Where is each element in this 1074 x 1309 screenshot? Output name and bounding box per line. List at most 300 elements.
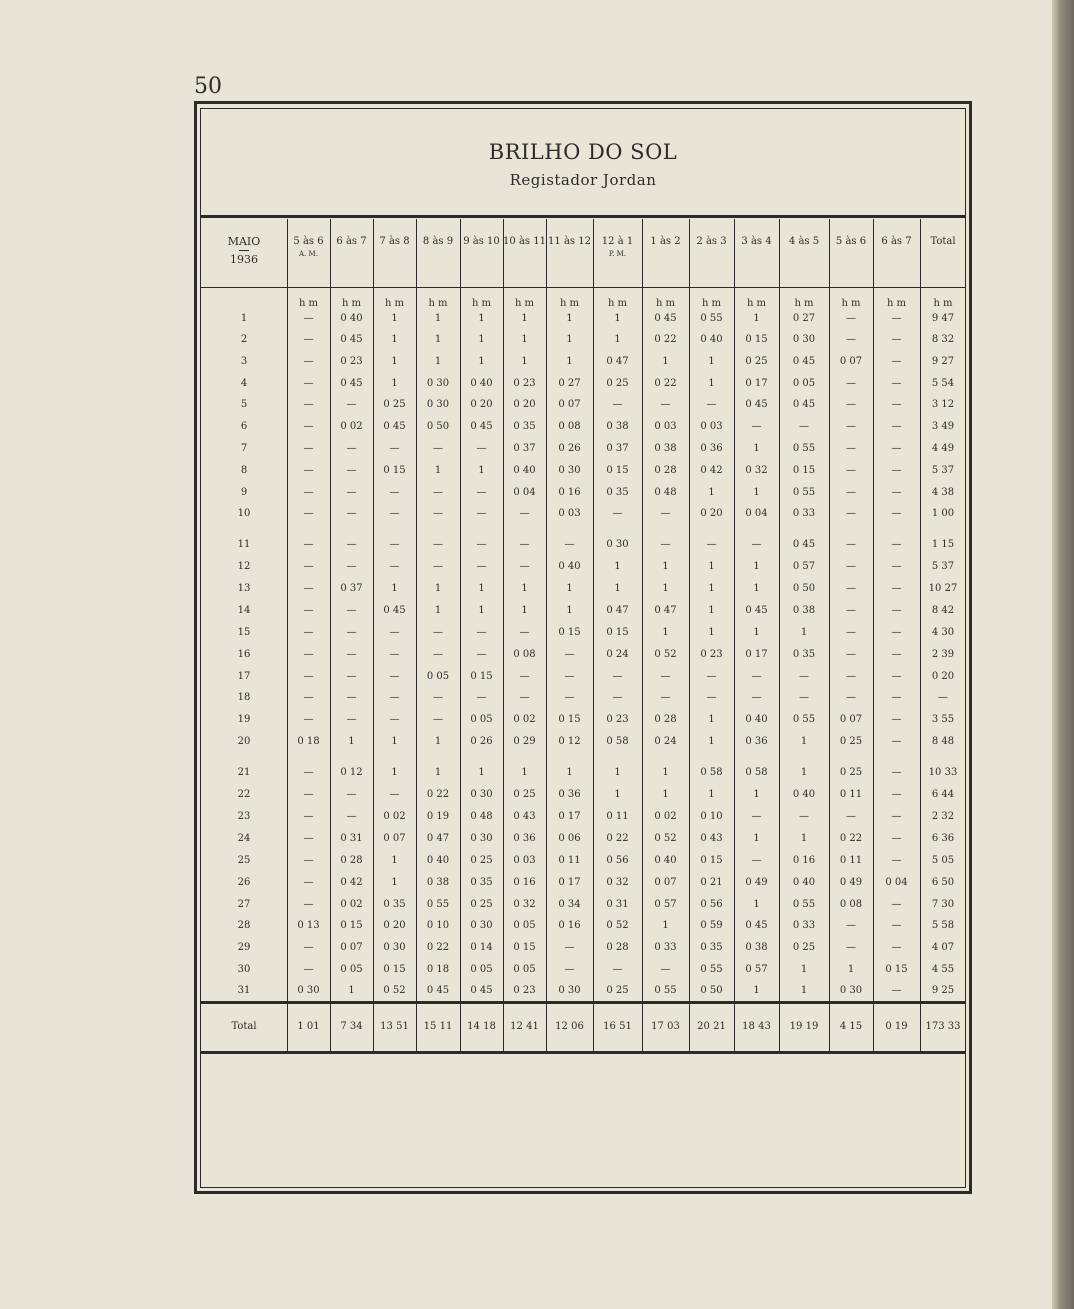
table-cell: — [846, 561, 856, 572]
total-cell: 0 19 [885, 1021, 908, 1032]
table-cell: — [891, 399, 902, 410]
table-cell: 1 [434, 605, 442, 616]
table-cell: 8 42 [931, 605, 955, 616]
column-header [330, 236, 373, 248]
table-cell: 1 [434, 736, 442, 747]
table-cell: — [706, 399, 717, 410]
table-cell: — [751, 855, 762, 866]
table-cell: 0 25 [513, 789, 536, 800]
table-cell: 0 30 [470, 789, 493, 800]
table-cell: 1 00 [931, 508, 955, 519]
table-cell: 0 30 [558, 985, 581, 996]
table-cell: 0 45 [383, 421, 406, 432]
column-header-label: 8 às 9 [422, 236, 454, 247]
table-cell: — [891, 508, 902, 519]
table-cell: 1 [800, 736, 808, 747]
table-cell: 0 35 [606, 487, 629, 498]
table-cell: — [846, 605, 856, 616]
day-label: 18 [237, 692, 251, 703]
table-cell: — [846, 399, 856, 410]
table-cell: 0 11 [606, 811, 629, 822]
table-cell: 4 30 [931, 627, 955, 638]
table-cell: 0 55 [792, 443, 816, 454]
table-cell: 0 26 [558, 443, 581, 454]
table-cell: — [846, 334, 856, 345]
table-cell: 0 18 [426, 964, 450, 975]
table-cell: 0 33 [792, 920, 816, 931]
table-cell: 0 20 [700, 508, 723, 519]
table-cell: 9 25 [931, 985, 955, 996]
table-cell: — [433, 443, 443, 454]
table-cell: 0 52 [654, 649, 677, 660]
table-cell: 0 35 [513, 421, 536, 432]
table-cell: 0 47 [606, 356, 629, 367]
table-cell: 0 05 [513, 920, 536, 931]
table-cell: 0 15 [606, 465, 629, 476]
table-cell: — [303, 356, 314, 367]
table-cell: 1 [391, 313, 398, 324]
table-cell: 0 45 [340, 334, 363, 345]
table-cell: — [519, 561, 530, 572]
table-cell: 1 [753, 627, 760, 638]
column-header-label: 3 às 4 [741, 236, 772, 247]
day-label: 24 [237, 833, 251, 844]
day-label: 7 [240, 443, 248, 454]
table-cell: 0 30 [426, 399, 450, 410]
table-cell: — [433, 508, 443, 519]
table-cell: — [303, 487, 314, 498]
table-subtitle: Registador Jordan [509, 171, 657, 189]
table-cell: — [891, 811, 902, 822]
month-label: MAIO [227, 235, 261, 248]
table-cell: — [706, 671, 717, 682]
table-cell: 0 02 [340, 421, 363, 432]
table-cell: — [433, 692, 443, 703]
table-cell: 0 04 [513, 487, 536, 498]
table-cell: 0 04 [745, 508, 768, 519]
table-cell: 0 32 [745, 465, 768, 476]
table-cell: 1 [521, 767, 528, 778]
table-cell: — [303, 767, 314, 778]
table-cell: — [799, 671, 809, 682]
units-label: h m [607, 298, 628, 309]
table-cell: 1 [566, 767, 573, 778]
table-cell: — [303, 942, 314, 953]
month-year-header [212, 235, 276, 267]
table-cell: 6 36 [931, 833, 955, 844]
table-cell: 0 16 [558, 920, 581, 931]
day-label: 4 [240, 378, 248, 389]
table-cell: 0 45 [470, 421, 493, 432]
table-cell: 1 [753, 561, 760, 572]
table-cell: — [303, 627, 314, 638]
table-cell: 0 03 [558, 508, 581, 519]
table-cell: 1 [662, 627, 669, 638]
table-cell: 1 [662, 356, 669, 367]
table-cell: 1 [800, 985, 808, 996]
table-cell: — [891, 985, 902, 996]
table-cell: 1 [391, 356, 398, 367]
table-cell: 0 37 [606, 443, 629, 454]
table-cell: 0 32 [606, 877, 629, 888]
table-cell: — [846, 942, 856, 953]
table-cell: — [303, 964, 314, 975]
units-label: h m [559, 298, 580, 309]
table-cell: — [389, 649, 400, 660]
table-cell: — [612, 692, 623, 703]
table-cell: 1 [708, 378, 715, 389]
day-label: 9 [240, 487, 248, 498]
table-cell: 5 37 [931, 465, 955, 476]
table-cell: — [612, 399, 623, 410]
page-number: 50 [194, 74, 222, 99]
table-cell: 0 40 [654, 855, 677, 866]
table-cell: — [346, 465, 357, 476]
units-label: h m [384, 298, 405, 309]
column-header [829, 236, 873, 248]
table-cell: — [891, 583, 902, 594]
table-cell: 0 56 [700, 899, 723, 910]
table-cell: 0 42 [700, 465, 723, 476]
table-cell: 0 25 [606, 985, 629, 996]
day-label: 13 [237, 583, 251, 594]
table-cell: — [303, 649, 314, 660]
table-cell: — [612, 964, 623, 975]
table-cell: 0 10 [700, 811, 723, 822]
column-header [920, 236, 966, 248]
table-cell: 0 07 [654, 877, 677, 888]
table-cell: 1 [434, 583, 442, 594]
table-cell: 3 49 [931, 421, 955, 432]
table-cell: 0 48 [470, 811, 493, 822]
table-cell: 0 45 [745, 399, 768, 410]
column-header [373, 236, 416, 248]
day-label: 27 [237, 899, 251, 910]
table-cell: 0 27 [792, 313, 816, 324]
total-cell: 1 01 [297, 1021, 320, 1032]
table-cell: — [346, 561, 357, 572]
table-cell: 0 48 [654, 487, 677, 498]
column-header-label: 10 às 11 [503, 236, 546, 247]
units-label: h m [886, 298, 907, 309]
table-cell: 4 55 [931, 964, 955, 975]
table-cell: — [303, 443, 314, 454]
table-cell: 0 45 [792, 356, 816, 367]
table-cell: 0 52 [383, 985, 406, 996]
table-cell: 1 [434, 313, 442, 324]
column-header [734, 236, 779, 248]
table-cell: — [346, 811, 357, 822]
table-cell: 1 [521, 313, 528, 324]
units-label: h m [794, 298, 814, 309]
units-label: h m [933, 298, 953, 309]
table-cell: — [660, 539, 671, 550]
column-header-sub: A. M. [299, 250, 318, 258]
day-label: 31 [237, 985, 251, 996]
table-cell: — [846, 583, 856, 594]
table-cell: 0 32 [513, 899, 536, 910]
table-cell: 1 [800, 833, 808, 844]
table-cell: 0 17 [558, 877, 581, 888]
table-cell: 0 15 [340, 920, 363, 931]
table-cell: 1 [391, 378, 398, 389]
table-cell: 0 07 [558, 399, 581, 410]
table-cell: 0 38 [745, 942, 768, 953]
table-cell: 0 07 [839, 356, 863, 367]
total-cell: 13 51 [380, 1021, 409, 1032]
table-cell: — [303, 334, 314, 345]
table-cell: — [846, 920, 856, 931]
table-cell: 0 28 [340, 855, 363, 866]
table-cell: 0 45 [426, 985, 450, 996]
header-bottom-rule [200, 287, 966, 288]
table-cell: 1 [614, 334, 621, 345]
table-cell: 0 15 [383, 465, 406, 476]
table-cell: 0 15 [745, 334, 768, 345]
table-cell: 0 25 [839, 736, 863, 747]
table-cell: 0 05 [340, 964, 363, 975]
table-cell: 0 19 [426, 811, 450, 822]
table-cell: 1 [753, 833, 760, 844]
table-cell: — [303, 855, 314, 866]
table-cell: — [303, 465, 314, 476]
table-cell: — [751, 811, 762, 822]
table-cell: 0 15 [885, 964, 908, 975]
table-cell: — [346, 714, 357, 725]
table-cell: 0 40 [792, 877, 816, 888]
table-cell: 1 [708, 789, 715, 800]
table-cell: — [660, 671, 671, 682]
table-cell: 5 58 [931, 920, 955, 931]
table-cell: 0 23 [340, 356, 363, 367]
table-cell: 0 30 [558, 465, 581, 476]
table-cell: 0 15 [558, 627, 581, 638]
table-cell: — [389, 627, 400, 638]
table-cell: 1 [753, 443, 760, 454]
table-cell: — [303, 811, 314, 822]
table-cell: 0 30 [792, 334, 816, 345]
table-cell: 0 47 [426, 833, 450, 844]
table-cell: 0 22 [654, 334, 677, 345]
day-label: 23 [237, 811, 251, 822]
table-cell: — [303, 692, 314, 703]
table-cell: — [346, 671, 357, 682]
table-cell: — [303, 671, 314, 682]
table-cell: 1 [391, 334, 398, 345]
table-cell: — [476, 692, 487, 703]
table-cell: — [476, 508, 487, 519]
day-label: 26 [237, 877, 251, 888]
table-cell: — [389, 671, 400, 682]
table-cell: 1 [478, 767, 485, 778]
table-cell: 0 02 [654, 811, 677, 822]
table-cell: 1 [708, 605, 715, 616]
totals-row-label: Total [231, 1021, 257, 1032]
table-title: BRILHO DO SOL [488, 140, 678, 164]
table-cell: — [519, 508, 530, 519]
column-header-label: 6 às 7 [336, 236, 367, 247]
table-cell: — [564, 671, 575, 682]
table-cell: 6 44 [931, 789, 955, 800]
table-cell: 0 23 [513, 378, 536, 389]
table-cell: 0 38 [792, 605, 816, 616]
table-cell: 0 14 [470, 942, 493, 953]
table-cell: — [799, 811, 809, 822]
table-cell: 0 52 [606, 920, 629, 931]
table-cell: 8 32 [931, 334, 955, 345]
table-cell: — [751, 671, 762, 682]
table-cell: 0 20 [931, 671, 955, 682]
table-cell: — [891, 671, 902, 682]
table-cell: 1 [708, 627, 715, 638]
table-cell: 1 [566, 334, 573, 345]
table-cell: — [303, 421, 314, 432]
table-cell: — [891, 789, 902, 800]
table-cell: — [751, 421, 762, 432]
table-cell: 0 18 [297, 736, 320, 747]
table-cell: 0 40 [340, 313, 363, 324]
total-cell: 17 03 [651, 1021, 680, 1032]
table-cell: 0 40 [700, 334, 723, 345]
table-cell: 4 49 [931, 443, 955, 454]
table-cell: 1 [753, 789, 760, 800]
table-cell: — [303, 605, 314, 616]
table-cell: 0 40 [513, 465, 536, 476]
table-cell: 0 05 [513, 964, 536, 975]
table-cell: 0 02 [340, 899, 363, 910]
table-cell: — [799, 692, 809, 703]
table-cell: 1 [708, 714, 715, 725]
total-cell: 20 21 [697, 1021, 726, 1032]
table-cell: — [346, 605, 357, 616]
day-label: 3 [240, 356, 248, 367]
table-cell: 0 03 [654, 421, 677, 432]
table-cell: 0 58 [700, 767, 723, 778]
table-cell: 0 28 [606, 942, 629, 953]
units-label: h m [655, 298, 676, 309]
column-header [416, 236, 460, 248]
column-header [460, 236, 503, 248]
table-cell: 0 55 [700, 313, 723, 324]
column-header-label: 5 às 6 [293, 236, 324, 247]
table-cell: 0 47 [654, 605, 677, 616]
table-cell: — [346, 627, 357, 638]
table-cell: 1 [391, 736, 398, 747]
table-cell: 3 12 [931, 399, 955, 410]
column-header-label: 4 às 5 [788, 236, 820, 247]
table-cell: 0 58 [745, 767, 768, 778]
table-cell: 0 16 [792, 855, 816, 866]
day-label: 29 [237, 942, 251, 953]
table-cell: 0 17 [558, 811, 581, 822]
table-cell: — [303, 539, 314, 550]
units-label: h m [341, 298, 362, 309]
table-cell: — [346, 399, 357, 410]
table-cell: 1 [478, 605, 485, 616]
table-cell: — [346, 443, 357, 454]
day-label: 17 [237, 671, 251, 682]
table-cell: — [891, 465, 902, 476]
table-cell: — [346, 692, 357, 703]
table-cell: 0 12 [340, 767, 363, 778]
table-cell: — [846, 508, 856, 519]
table-cell: 0 02 [383, 811, 406, 822]
table-cell: — [612, 508, 623, 519]
column-header-sub: P. M. [608, 250, 627, 258]
table-cell: — [389, 714, 400, 725]
table-cell: 0 30 [470, 833, 493, 844]
table-cell: 0 45 [792, 539, 816, 550]
day-label: 14 [237, 605, 251, 616]
table-cell: 0 11 [839, 855, 863, 866]
table-cell: — [303, 583, 314, 594]
table-cell: — [891, 714, 902, 725]
table-cell: — [846, 421, 856, 432]
table-cell: 0 43 [513, 811, 536, 822]
table-cell: 0 03 [700, 421, 723, 432]
table-cell: — [346, 539, 357, 550]
table-cell: — [891, 378, 902, 389]
table-cell: — [938, 692, 948, 703]
table-cell: — [303, 561, 314, 572]
table-cell: 0 45 [340, 378, 363, 389]
table-cell: 4 07 [931, 942, 955, 953]
totals-top-rule [200, 1001, 966, 1004]
table-cell: 0 50 [792, 583, 816, 594]
table-cell: — [846, 627, 856, 638]
table-cell: 0 20 [513, 399, 536, 410]
column-header [689, 236, 734, 248]
table-cell: 0 25 [470, 899, 493, 910]
totals-bottom-rule [200, 1051, 966, 1054]
table-cell: 5 54 [931, 378, 955, 389]
table-cell: — [891, 539, 902, 550]
total-cell: 19 19 [789, 1021, 819, 1032]
table-cell: 0 42 [340, 877, 363, 888]
table-cell: — [891, 942, 902, 953]
table-cell: — [660, 692, 671, 703]
table-cell: — [891, 487, 902, 498]
table-cell: — [846, 378, 856, 389]
table-cell: 0 25 [792, 942, 816, 953]
table-cell: — [846, 692, 856, 703]
table-cell: 0 55 [426, 899, 450, 910]
table-cell: 0 45 [383, 605, 406, 616]
table-cell: 1 [753, 583, 760, 594]
table-cell: 0 24 [606, 649, 629, 660]
table-cell: — [303, 399, 314, 410]
table-cell: 1 [391, 855, 398, 866]
column-header [287, 236, 330, 260]
table-cell: 1 [708, 736, 715, 747]
table-cell: 1 [753, 487, 760, 498]
table-cell: 0 22 [606, 833, 629, 844]
table-cell: — [660, 964, 671, 975]
table-cell: 0 43 [700, 833, 723, 844]
table-cell: 1 [348, 985, 355, 996]
table-cell: 0 55 [654, 985, 677, 996]
table-cell: 0 40 [470, 378, 493, 389]
table-cell: 0 08 [513, 649, 536, 660]
table-cell: — [660, 508, 671, 519]
table-cell: — [891, 421, 902, 432]
page-edge-shadow [1052, 0, 1074, 1309]
table-cell: 1 [478, 465, 485, 476]
table-cell: 0 40 [558, 561, 581, 572]
table-cell: 0 25 [839, 767, 863, 778]
day-label: 8 [240, 465, 248, 476]
table-cell: — [389, 508, 400, 519]
